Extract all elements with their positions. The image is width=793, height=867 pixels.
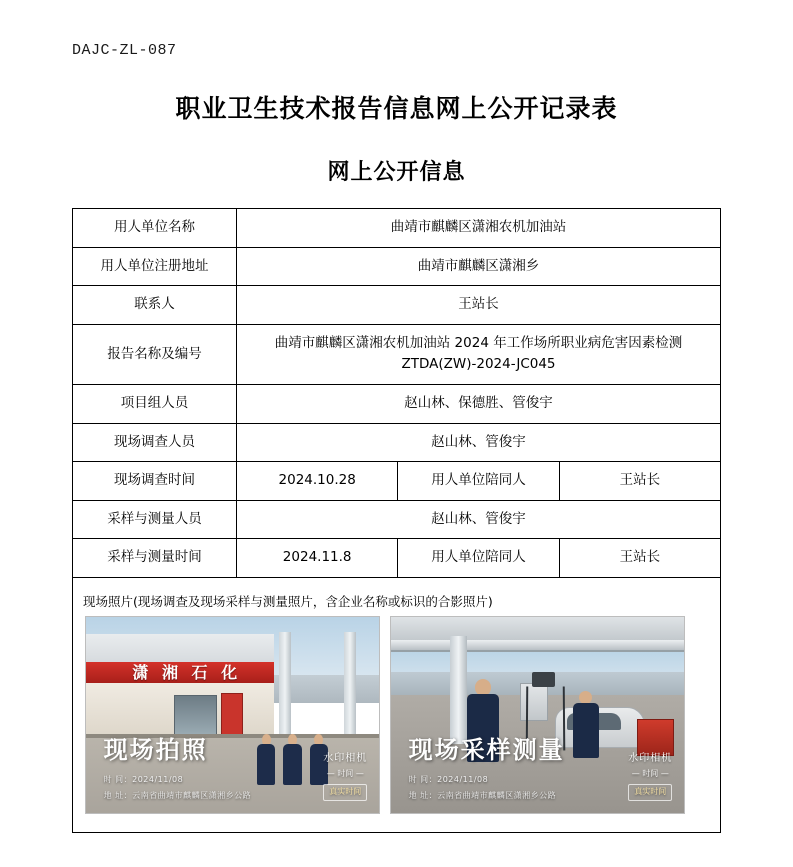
photo1-poster (221, 693, 244, 740)
photo2-red-signage (637, 719, 674, 756)
photo2-watermark-stamp (628, 751, 672, 801)
row-label-employer-address: 用人单位注册地址 (73, 247, 237, 286)
photo1-stamp-badge: 真实时间 (323, 784, 367, 801)
table-row (73, 462, 721, 501)
row-label-survey-accompanier: 用人单位陪同人 (398, 462, 559, 501)
row-value-sampling-date: 2024.11.8 (237, 539, 398, 578)
photos-cell (73, 577, 721, 832)
photo1-signboard (86, 662, 274, 684)
row-label-project-team: 项目组人员 (73, 384, 237, 423)
row-label-report-name-code: 报告名称及编号 (73, 324, 237, 384)
photo2-watermark-address: 地 址：云南省曲靖市麒麟区潇湘乡公路 (408, 791, 557, 801)
row-value-report-name-code (237, 324, 721, 384)
row-label-survey-date: 现场调查时间 (73, 462, 237, 501)
row-label-sampling-staff: 采样与测量人员 (73, 500, 237, 539)
table-row-photos (73, 577, 721, 832)
row-label-sampling-accompanier: 用人单位陪同人 (398, 539, 559, 578)
site-survey-photo (85, 616, 380, 814)
row-label-contact-person: 联系人 (73, 286, 237, 325)
row-label-survey-staff: 现场调查人员 (73, 423, 237, 462)
photo2-stamp-badge: 真实时间 (628, 784, 672, 801)
row-value-survey-accompanier: 王站长 (559, 462, 720, 501)
table-row (73, 384, 721, 423)
photo2-stamp-brand: 水印相机 (628, 753, 673, 765)
photo1-person-middle-body (283, 744, 301, 785)
photo1-person-middle (282, 734, 303, 785)
report-name-line: 曲靖市麒麟区潇湘农机加油站 2024 年工作场所职业病危害因素检测 (274, 334, 683, 351)
row-value-survey-date: 2024.10.28 (237, 462, 398, 501)
table-row (73, 423, 721, 462)
page-subtitle: 网上公开信息 (327, 159, 466, 185)
photo1-stamp-brand: 水印相机 (323, 753, 368, 765)
row-value-sampling-staff: 赵山林、管俊宇 (237, 500, 721, 539)
table-row (73, 286, 721, 325)
photo2-car (555, 707, 645, 748)
photo2-person-right (573, 691, 599, 758)
row-value-project-team: 赵山林、保德胜、管俊宇 (237, 384, 721, 423)
photo2-canopy-pillar (450, 636, 468, 744)
photo2-canopy-top (391, 617, 684, 641)
row-value-survey-staff: 赵山林、管俊宇 (237, 423, 721, 462)
photo1-person-left (256, 734, 277, 785)
photo2-watermark-title: 现场采样测量 (408, 736, 565, 765)
table-row (73, 247, 721, 286)
report-code-line: ZTDA(ZW)-2024-JC045 (401, 356, 556, 373)
photo1-signboard-text: 潇 湘 石 化 (132, 662, 242, 682)
row-label-sampling-date: 采样与测量时间 (73, 539, 237, 578)
photo1-watermark-title: 现场拍照 (103, 736, 208, 765)
photos-caption: 现场照片(现场调查及现场采样与测量照片，含企业名称或标识的合影照片) (83, 593, 493, 609)
sampling-measurement-photo (390, 616, 685, 814)
photos-row (77, 616, 716, 824)
photo2-sampler-unit (532, 672, 555, 688)
public-disclosure-table (72, 208, 721, 833)
photo1-watermark-time: 时 间：2024/11/08 (103, 775, 184, 785)
table-row (73, 209, 721, 248)
table-row (73, 500, 721, 539)
row-label-employer-name: 用人单位名称 (73, 209, 237, 248)
photo2-person-right-body (573, 703, 599, 758)
photo2-watermark-time: 时 间：2024/11/08 (408, 775, 489, 785)
page-title: 职业卫生技术报告信息网上公开记录表 (175, 94, 618, 123)
table-row (73, 539, 721, 578)
table-row (73, 324, 721, 384)
document-code: DAJC-ZL-087 (72, 42, 177, 59)
photo1-watermark-stamp (323, 751, 367, 801)
photo1-person-left-body (257, 744, 275, 785)
photo1-canopy-column-right (344, 632, 356, 742)
photo1-stamp-sub: — 时间 — (326, 769, 364, 779)
photo1-canopy-column-left (279, 632, 291, 742)
row-value-contact-person: 王站长 (237, 286, 721, 325)
photo2-canopy-edge (391, 640, 684, 652)
row-value-employer-address: 曲靖市麒麟区潇湘乡 (237, 247, 721, 286)
photo2-stamp-sub: — 时间 — (631, 769, 669, 779)
photo1-watermark-address: 地 址：云南省曲靖市麒麟区潇湘乡公路 (103, 791, 252, 801)
row-value-employer-name: 曲靖市麒麟区潇湘农机加油站 (237, 209, 721, 248)
row-value-sampling-accompanier: 王站长 (559, 539, 720, 578)
